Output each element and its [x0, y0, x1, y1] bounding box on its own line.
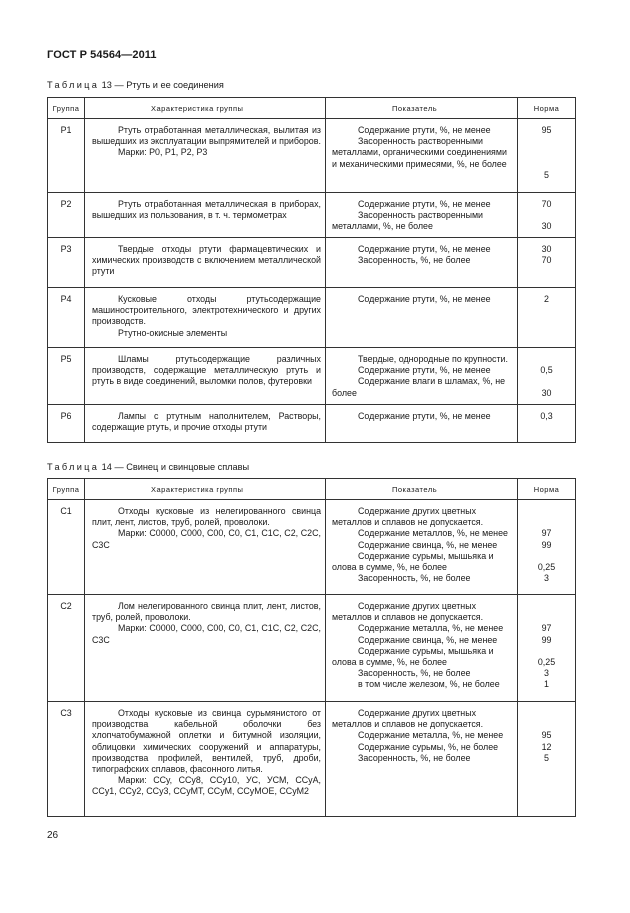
- table-14-caption-word: Таблица: [47, 462, 100, 472]
- table-14-caption: [47, 462, 249, 472]
- column-header-norm: Норма: [518, 98, 576, 119]
- characteristic-cell: Ртуть отработанная металлическая в приборах, вышедших из пользования, в т. ч. термометрах: [85, 193, 326, 238]
- norm-cell: 30 70: [518, 238, 576, 288]
- group-cell: Р5: [48, 348, 85, 405]
- table-14-caption-title: 14 — Свинец и свинцовые сплавы: [99, 462, 250, 472]
- norm-cell: 0,3: [518, 405, 576, 443]
- table-13: [47, 97, 576, 443]
- norm-cell: 95 12 5: [518, 702, 576, 817]
- indicator-cell: Содержание ртути, %, не менее Засоренность растворенными металлами, %, не более: [326, 193, 518, 238]
- column-header-indicator: Показатель: [326, 98, 518, 119]
- table-row: [48, 500, 576, 595]
- characteristic-cell: Отходы кусковые из нелегированного свинца плит, лент, листов, труб, ролей, проволоки. Марки: С0000, С000, С00, С0, С1, С1С, С2, С2С, С3С: [85, 500, 326, 595]
- column-header-norm: Норма: [518, 479, 576, 500]
- characteristic-cell: Ртуть отработанная металлическая, вылитая из вышедших из эксплуатации выпрямителей и приборов. Марки: Р0, Р1, Р2, Р3: [85, 119, 326, 193]
- column-header-characteristic: Характеристика группы: [85, 98, 326, 119]
- characteristic-cell: Кусковые отходы ртутьсодержащие машиностроительного, электротехнического и других производств. Ртутно-окисные элементы: [85, 288, 326, 348]
- table-row: [48, 702, 576, 817]
- indicator-cell: Твердые, однородные по крупности. Содержание ртути, %, не менее Содержание влаги в шламах, %, не более: [326, 348, 518, 405]
- norm-cell: 97 99 0,25 3 1: [518, 595, 576, 702]
- group-cell: С3: [48, 702, 85, 817]
- norm-cell: 97 99 0,25 3: [518, 500, 576, 595]
- group-cell: Р3: [48, 238, 85, 288]
- indicator-cell: Содержание ртути, %, не менее Засоренность, %, не более: [326, 238, 518, 288]
- table-13-header-row: [48, 98, 576, 119]
- norm-cell: 2: [518, 288, 576, 348]
- group-cell: Р6: [48, 405, 85, 443]
- norm-cell: 95 5: [518, 119, 576, 193]
- indicator-cell: Содержание других цветных металлов и сплавов не допускается. Содержание металла, %, не менее Содержание сурьмы, %, не более Засоренность, %, не более: [326, 702, 518, 817]
- table-row: [48, 288, 576, 348]
- table-13-caption-word: Таблица: [47, 80, 100, 90]
- page-number: 26: [47, 830, 59, 841]
- indicator-cell: Содержание других цветных металлов и сплавов не допускается. Содержание металлов, %, не менее Содержание свинца, %, не менее Содержание сурьмы, мышьяка и олова в сумме, %, не более Засоренность, %, не более: [326, 500, 518, 595]
- characteristic-cell: Лом нелегированного свинца плит, лент, листов, труб, ролей, проволоки. Марки: С0000, С000, С00, С0, С1, С1С, С2, С2С, С3С: [85, 595, 326, 702]
- document-header: ГОСТ Р 54564—2011: [47, 49, 157, 61]
- column-header-group: Группа: [48, 479, 85, 500]
- table-row: [48, 193, 576, 238]
- norm-cell: 0,5 30: [518, 348, 576, 405]
- table-14: [47, 478, 576, 817]
- characteristic-cell: Отходы кусковые из свинца сурьмянистого от производства кабельной оболочки без хлопчатобумажной оплетки и битумной изоляции, облицовки химических сооружений и аппаратуры, производства профилей, вентилей, труб, дроби, типографских сплавов, фасонного литья. Марки: ССу, ССу8, ССу10, УС, УСМ, ССуА, ССу1, ССу2, ССу3, ССуМТ, ССуМ, ССуМОЕ, ССуМ2: [85, 702, 326, 817]
- table-row: [48, 119, 576, 193]
- group-cell: С1: [48, 500, 85, 595]
- indicator-cell: Содержание других цветных металлов и сплавов не допускается. Содержание металла, %, не менее Содержание свинца, %, не менее Содержание сурьмы, мышьяка и олова в сумме, %, не более Засоренность, %, не более в том числе железом, %, не более: [326, 595, 518, 702]
- column-header-characteristic: Характеристика группы: [85, 479, 326, 500]
- norm-cell: 70 30: [518, 193, 576, 238]
- characteristic-cell: Лампы с ртутным наполнителем, Растворы, содержащие ртуть, и прочие отходы ртути: [85, 405, 326, 443]
- table-13-caption: [47, 80, 224, 90]
- characteristic-cell: Шламы ртутьсодержащие различных производств, содержащие металлическую ртуть и ртуть в виде соединений, выломки полов, футеровки: [85, 348, 326, 405]
- indicator-cell: Содержание ртути, %, не менее Засоренность растворенными металлами, органическими соединениями и механическими примесями, %, не более: [326, 119, 518, 193]
- column-header-group: Группа: [48, 98, 85, 119]
- group-cell: Р4: [48, 288, 85, 348]
- group-cell: С2: [48, 595, 85, 702]
- group-cell: Р1: [48, 119, 85, 193]
- indicator-cell: Содержание ртути, %, не менее: [326, 288, 518, 348]
- table-row: [48, 348, 576, 405]
- table-row: [48, 238, 576, 288]
- table-13-caption-title: 13 — Ртуть и ее соединения: [99, 80, 224, 90]
- indicator-cell: Содержание ртути, %, не менее: [326, 405, 518, 443]
- table-14-header-row: [48, 479, 576, 500]
- column-header-indicator: Показатель: [326, 479, 518, 500]
- characteristic-cell: Твердые отходы ртути фармацевтических и химических производств с включением металлической ртути: [85, 238, 326, 288]
- table-row: [48, 405, 576, 443]
- table-row: [48, 595, 576, 702]
- group-cell: Р2: [48, 193, 85, 238]
